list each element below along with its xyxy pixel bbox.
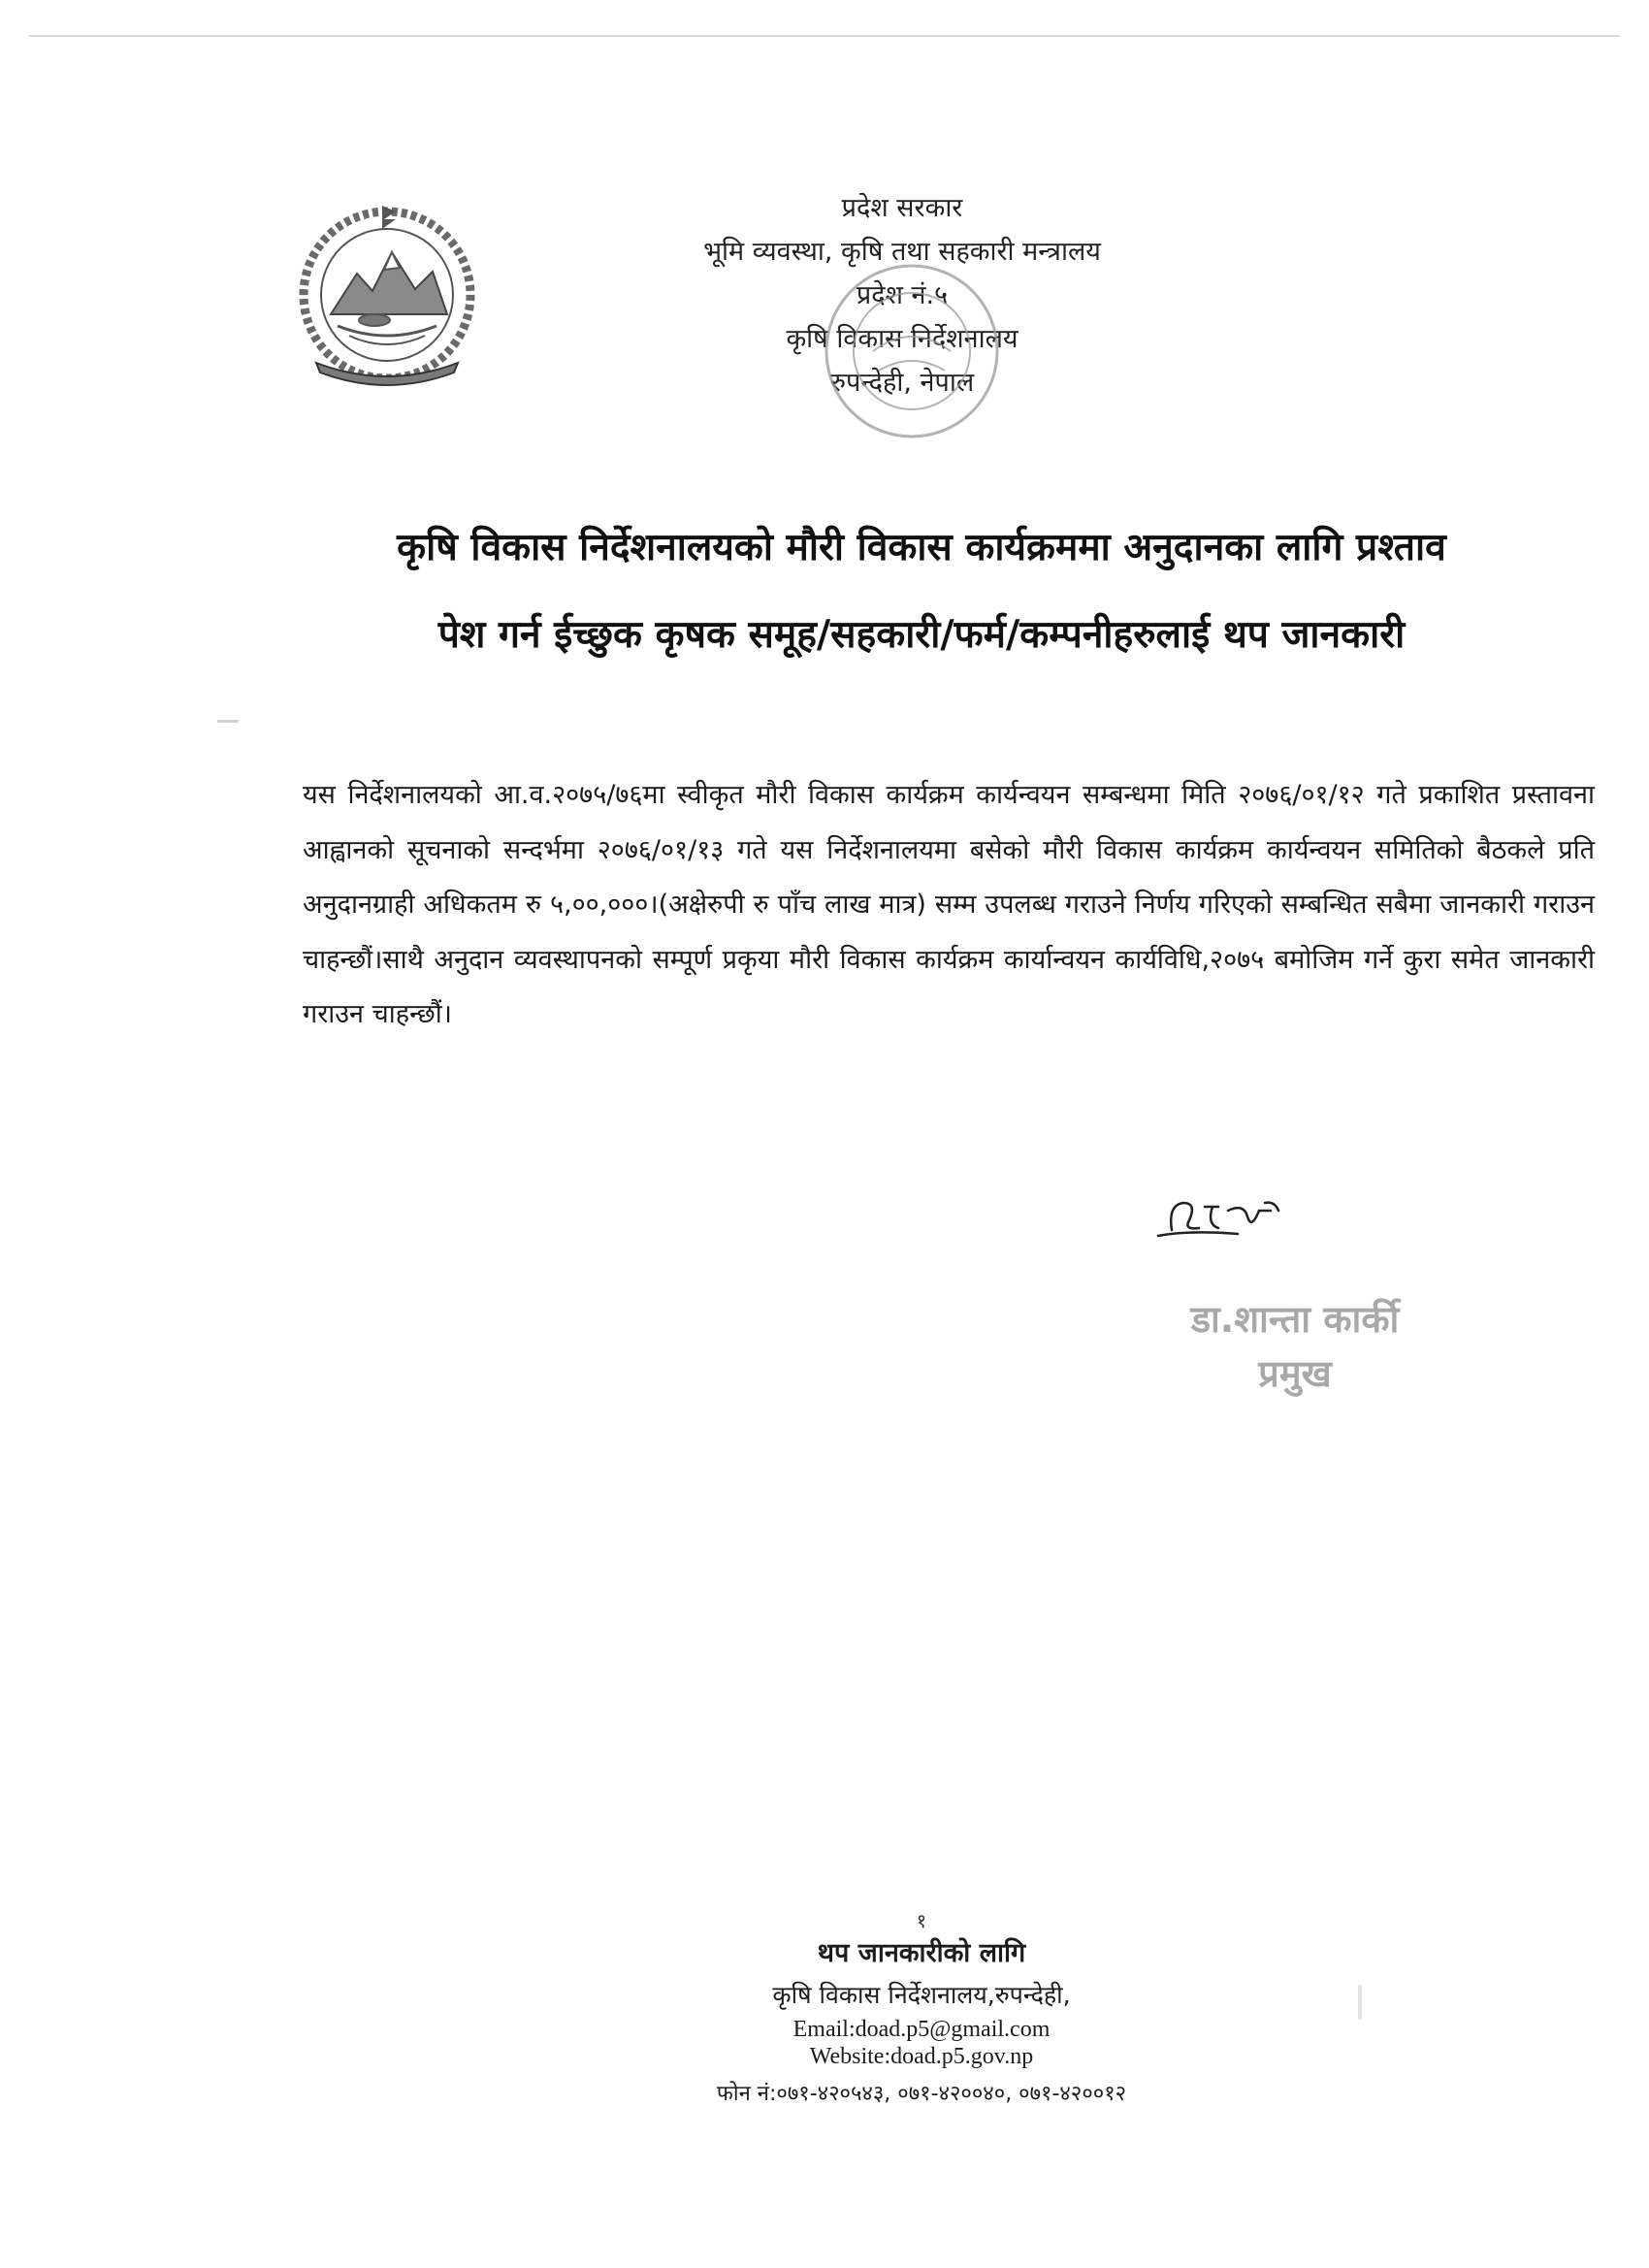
header-ministry: भूमि व्यवस्था, कृषि तथा सहकारी मन्त्रालय (703, 237, 1101, 267)
footer-phone: फोन नं:०७१-४२०५४३, ०७१-४२००४०, ०७१-४२००१२ (716, 2082, 1127, 2106)
header-directorate: कृषि विकास निर्देशनालय (786, 324, 1018, 354)
header-government: प्रदेश सरकार (841, 193, 963, 223)
signatory-designation: प्रमुख (1258, 1352, 1332, 1395)
footer-email: Email:doad.p5@gmail.com (792, 2017, 1051, 2042)
notice-body: यस निर्देशनालयको आ.व.२०७५/७६मा स्वीकृत मौरी विकास कार्यक्रम कार्यन्वयन सम्बन्धमा मिति २०७६/०१/१२ गते प्रकाशित प्रस्तावना आह्वानको सूचनाको सन्दर्भमा २०७६/०१/१३ गते यस निर्देशनालयमा बसेको मौरी विकास कार्यक्रम कार्यन्वयन समितिको बैठकले प्रति अनुदानग्राही अधिकतम रु ५,००,०००।(अक्षेरुपी रु पाँच लाख मात्र) सम्म उपलब्ध गराउने निर्णय गरिएको सम्बन्धित सबैमा जानकारी गराउन चाहन्छौं।साथै अनुदान व्यवस्थापनको सम्पूर्ण प्रकृया मौरी विकास कार्यक्रम कार्यान्वयन कार्यविधि,२०७५ बमोजिम गर्ने कुरा समेत जानकारी गराउन चाहन्छौं। (303, 780, 1595, 1029)
footer-office: कृषि विकास निर्देशनालय,रुपन्देही, (772, 1981, 1071, 2009)
office-stamp-icon (815, 254, 1009, 448)
notice-title-line-2: पेश गर्न ईच्छुक कृषक समूह/सहकारी/फर्म/कम्पनीहरुलाई थप जानकारी (437, 613, 1406, 657)
signatory-name: डा.शान्ता कार्की (1190, 1298, 1400, 1341)
government-emblem-icon (277, 200, 497, 394)
handwritten-signature (1150, 1191, 1315, 1249)
contact-footer (543, 1909, 1300, 2119)
footer-heading: थप जानकारीको लागि (817, 1938, 1026, 1968)
scan-speck (1358, 1985, 1362, 2020)
page-number: १ (916, 1909, 927, 1932)
footer-website: Website:doad.p5.gov.np (809, 2044, 1034, 2069)
notice-title (252, 504, 1591, 679)
header-province: प्रदेश नं.५ (856, 280, 949, 310)
top-border-line (29, 35, 1620, 37)
signatory-stamp (1154, 1292, 1436, 1401)
stray-pen-mark (217, 720, 239, 723)
notice-title-line-1: कृषि विकास निर्देशनालयको मौरी विकास कार्यक्रममा अनुदानका लागि प्रश्ताव (397, 526, 1446, 569)
header-location: रुपन्देही, नेपाल (829, 368, 975, 398)
